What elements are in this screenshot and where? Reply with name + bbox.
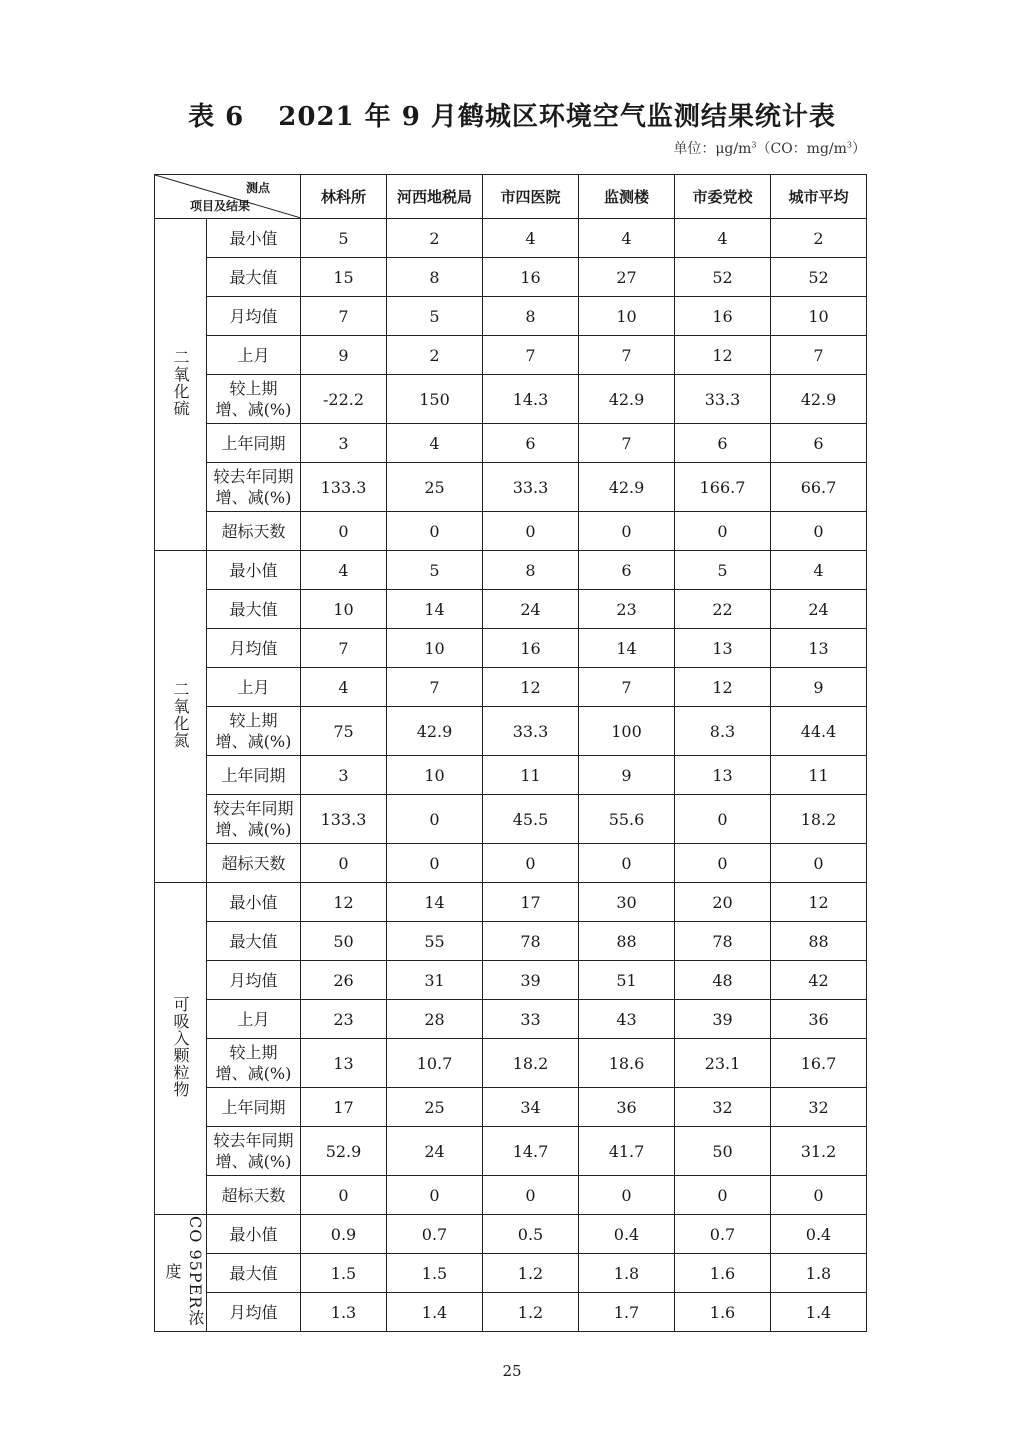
table-row — [155, 1293, 867, 1332]
value-cell: 12 — [675, 668, 771, 707]
value-cell: 18.2 — [771, 795, 867, 844]
value-cell: 6 — [675, 424, 771, 463]
value-cell: 12 — [771, 883, 867, 922]
unit-prefix: 单位：μg/m — [673, 141, 752, 157]
title-text: 2021 年 9 月鹤城区环境空气监测结果统计表 — [278, 102, 836, 132]
value-cell: 0 — [301, 512, 387, 551]
value-cell: 24 — [483, 590, 579, 629]
value-cell: 6 — [579, 551, 675, 590]
value-cell: 0 — [675, 512, 771, 551]
value-cell: 150 — [387, 375, 483, 424]
table-row — [155, 961, 867, 1000]
item-label: 最小值 — [207, 219, 301, 258]
value-cell: 5 — [387, 297, 483, 336]
table-row — [155, 297, 867, 336]
value-cell: 20 — [675, 883, 771, 922]
table-row — [155, 1254, 867, 1293]
value-cell: 100 — [579, 707, 675, 756]
table-row — [155, 1088, 867, 1127]
value-cell: 39 — [675, 1000, 771, 1039]
item-label: 最大值 — [207, 922, 301, 961]
item-label: 月均值 — [207, 297, 301, 336]
table-row — [155, 219, 867, 258]
column-header: 城市平均 — [771, 175, 867, 219]
column-header: 河西地税局 — [387, 175, 483, 219]
value-cell: 0 — [301, 844, 387, 883]
value-cell: 0 — [483, 1176, 579, 1215]
value-cell: 1.7 — [579, 1293, 675, 1332]
table-row — [155, 424, 867, 463]
group-label-cell — [155, 551, 207, 883]
value-cell: 9 — [579, 756, 675, 795]
table-row — [155, 512, 867, 551]
unit-note — [673, 138, 866, 158]
unit-sup-1: 3 — [751, 140, 757, 150]
value-cell: 0 — [675, 844, 771, 883]
value-cell: 16.7 — [771, 1039, 867, 1088]
table-row — [155, 1215, 867, 1254]
group-label: 可吸入颗粒物 — [171, 995, 190, 1098]
value-cell: 4 — [579, 219, 675, 258]
value-cell: 10 — [387, 629, 483, 668]
value-cell: 14.7 — [483, 1127, 579, 1176]
table-row — [155, 883, 867, 922]
value-cell: 13 — [675, 756, 771, 795]
column-header: 监测楼 — [579, 175, 675, 219]
value-cell: 133.3 — [301, 795, 387, 844]
value-cell: 17 — [483, 883, 579, 922]
value-cell: 42.9 — [579, 463, 675, 512]
value-cell: 0 — [483, 512, 579, 551]
value-cell: 55 — [387, 922, 483, 961]
value-cell: 42.9 — [771, 375, 867, 424]
item-label: 最大值 — [207, 590, 301, 629]
value-cell: 4 — [301, 551, 387, 590]
value-cell: 23 — [301, 1000, 387, 1039]
item-label: 上月 — [207, 1000, 301, 1039]
corner-header — [155, 175, 301, 219]
value-cell: 13 — [675, 629, 771, 668]
value-cell: 0 — [387, 844, 483, 883]
value-cell: 34 — [483, 1088, 579, 1127]
value-cell: 12 — [483, 668, 579, 707]
value-cell: 4 — [675, 219, 771, 258]
value-cell: 133.3 — [301, 463, 387, 512]
value-cell: 0 — [771, 512, 867, 551]
value-cell: 42.9 — [579, 375, 675, 424]
value-cell: 18.2 — [483, 1039, 579, 1088]
value-cell: 7 — [579, 668, 675, 707]
value-cell: 2 — [771, 219, 867, 258]
value-cell: 1.3 — [301, 1293, 387, 1332]
value-cell: 0.5 — [483, 1215, 579, 1254]
unit-mid: （CO：mg/m — [756, 141, 847, 157]
value-cell: 0 — [579, 512, 675, 551]
value-cell: 66.7 — [771, 463, 867, 512]
table-title — [0, 96, 1024, 133]
value-cell: 44.4 — [771, 707, 867, 756]
value-cell: 8.3 — [675, 707, 771, 756]
value-cell: 0 — [387, 512, 483, 551]
value-cell: 88 — [579, 922, 675, 961]
value-cell: 52 — [771, 258, 867, 297]
item-label: 最大值 — [207, 1254, 301, 1293]
value-cell: 0 — [579, 1176, 675, 1215]
value-cell: 23.1 — [675, 1039, 771, 1088]
value-cell: 52 — [675, 258, 771, 297]
corner-bottom-label: 项目及结果 — [190, 199, 251, 213]
value-cell: 0 — [387, 795, 483, 844]
value-cell: 50 — [675, 1127, 771, 1176]
value-cell: 0 — [675, 1176, 771, 1215]
column-header: 林科所 — [301, 175, 387, 219]
value-cell: 30 — [579, 883, 675, 922]
value-cell: 0 — [771, 1176, 867, 1215]
value-cell: 0 — [301, 1176, 387, 1215]
value-cell: 4 — [301, 668, 387, 707]
item-label: 月均值 — [207, 1293, 301, 1332]
value-cell: 4 — [387, 424, 483, 463]
value-cell: 3 — [301, 424, 387, 463]
value-cell: 18.6 — [579, 1039, 675, 1088]
value-cell: 7 — [579, 424, 675, 463]
value-cell: 31 — [387, 961, 483, 1000]
value-cell: 78 — [483, 922, 579, 961]
value-cell: 10 — [771, 297, 867, 336]
table-row — [155, 1127, 867, 1176]
value-cell: 75 — [301, 707, 387, 756]
item-label: 上月 — [207, 668, 301, 707]
value-cell: 1.8 — [771, 1254, 867, 1293]
table-label: 表 6 — [188, 102, 245, 132]
value-cell: 10.7 — [387, 1039, 483, 1088]
monitoring-table — [154, 174, 867, 1332]
table-row — [155, 922, 867, 961]
value-cell: 48 — [675, 961, 771, 1000]
item-label: 超标天数 — [207, 1176, 301, 1215]
value-cell: 14.3 — [483, 375, 579, 424]
value-cell: 27 — [579, 258, 675, 297]
corner-top-label: 测点 — [245, 181, 270, 195]
value-cell: 16 — [675, 297, 771, 336]
value-cell: 33.3 — [483, 463, 579, 512]
value-cell: 10 — [387, 756, 483, 795]
value-cell: 31.2 — [771, 1127, 867, 1176]
item-label: 最小值 — [207, 883, 301, 922]
item-label: 较去年同期 增、减(%) — [207, 463, 301, 512]
value-cell: 25 — [387, 463, 483, 512]
item-label: 较上期 增、减(%) — [207, 1039, 301, 1088]
table-row — [155, 629, 867, 668]
item-label: 上年同期 — [207, 756, 301, 795]
value-cell: 0.7 — [387, 1215, 483, 1254]
value-cell: 33.3 — [675, 375, 771, 424]
value-cell: 43 — [579, 1000, 675, 1039]
value-cell: 7 — [387, 668, 483, 707]
value-cell: 13 — [301, 1039, 387, 1088]
table-row — [155, 336, 867, 375]
value-cell: 42 — [771, 961, 867, 1000]
value-cell: 7 — [771, 336, 867, 375]
value-cell: 14 — [579, 629, 675, 668]
value-cell: 16 — [483, 258, 579, 297]
group-label: 二氧化氮 — [171, 680, 190, 749]
value-cell: 36 — [771, 1000, 867, 1039]
page-number: 25 — [502, 1362, 522, 1380]
table-body — [155, 219, 867, 1332]
table-row — [155, 668, 867, 707]
value-cell: 9 — [771, 668, 867, 707]
value-cell: 25 — [387, 1088, 483, 1127]
value-cell: 1.2 — [483, 1254, 579, 1293]
value-cell: 33.3 — [483, 707, 579, 756]
item-label: 超标天数 — [207, 512, 301, 551]
table-row — [155, 1000, 867, 1039]
item-label: 月均值 — [207, 629, 301, 668]
value-cell: 0.9 — [301, 1215, 387, 1254]
table-row — [155, 1176, 867, 1215]
item-label: 较去年同期 增、减(%) — [207, 1127, 301, 1176]
value-cell: 7 — [579, 336, 675, 375]
value-cell: 15 — [301, 258, 387, 297]
value-cell: 1.6 — [675, 1254, 771, 1293]
value-cell: 8 — [483, 297, 579, 336]
value-cell: 0.4 — [579, 1215, 675, 1254]
value-cell: 32 — [675, 1088, 771, 1127]
value-cell: 6 — [483, 424, 579, 463]
value-cell: 13 — [771, 629, 867, 668]
value-cell: 10 — [301, 590, 387, 629]
value-cell: 45.5 — [483, 795, 579, 844]
value-cell: 5 — [301, 219, 387, 258]
value-cell: 12 — [675, 336, 771, 375]
table-row — [155, 707, 867, 756]
group-label-cell — [155, 883, 207, 1215]
item-label: 上月 — [207, 336, 301, 375]
value-cell: 88 — [771, 922, 867, 961]
value-cell: -22.2 — [301, 375, 387, 424]
value-cell: 11 — [483, 756, 579, 795]
item-label: 较上期 增、减(%) — [207, 375, 301, 424]
value-cell: 4 — [483, 219, 579, 258]
value-cell: 1.6 — [675, 1293, 771, 1332]
table-row — [155, 551, 867, 590]
value-cell: 28 — [387, 1000, 483, 1039]
unit-sup-2: 3 — [846, 140, 852, 150]
value-cell: 14 — [387, 590, 483, 629]
item-label: 较去年同期 增、减(%) — [207, 795, 301, 844]
value-cell: 52.9 — [301, 1127, 387, 1176]
value-cell: 24 — [771, 590, 867, 629]
value-cell: 0 — [675, 795, 771, 844]
item-label: 最大值 — [207, 258, 301, 297]
item-label: 较上期 增、减(%) — [207, 707, 301, 756]
value-cell: 166.7 — [675, 463, 771, 512]
value-cell: 51 — [579, 961, 675, 1000]
value-cell: 7 — [301, 297, 387, 336]
value-cell: 24 — [387, 1127, 483, 1176]
value-cell: 1.4 — [387, 1293, 483, 1332]
group-label-cell — [155, 219, 207, 551]
value-cell: 1.4 — [771, 1293, 867, 1332]
value-cell: 5 — [387, 551, 483, 590]
value-cell: 8 — [387, 258, 483, 297]
value-cell: 41.7 — [579, 1127, 675, 1176]
table-row — [155, 463, 867, 512]
value-cell: 7 — [301, 629, 387, 668]
value-cell: 9 — [301, 336, 387, 375]
value-cell: 0 — [771, 844, 867, 883]
value-cell: 26 — [301, 961, 387, 1000]
value-cell: 0.4 — [771, 1215, 867, 1254]
unit-suffix: ） — [852, 141, 866, 157]
value-cell: 55.6 — [579, 795, 675, 844]
value-cell: 0.7 — [675, 1215, 771, 1254]
value-cell: 4 — [771, 551, 867, 590]
item-label: 超标天数 — [207, 844, 301, 883]
table-row — [155, 258, 867, 297]
value-cell: 10 — [579, 297, 675, 336]
item-label: 最小值 — [207, 551, 301, 590]
value-cell: 1.2 — [483, 1293, 579, 1332]
item-label: 上年同期 — [207, 1088, 301, 1127]
table-row — [155, 1039, 867, 1088]
value-cell: 39 — [483, 961, 579, 1000]
value-cell: 1.8 — [579, 1254, 675, 1293]
table-row — [155, 756, 867, 795]
group-label: 二氧化硫 — [171, 348, 190, 417]
value-cell: 14 — [387, 883, 483, 922]
value-cell: 11 — [771, 756, 867, 795]
item-label: 最小值 — [207, 1215, 301, 1254]
value-cell: 78 — [675, 922, 771, 961]
value-cell: 6 — [771, 424, 867, 463]
table-row — [155, 375, 867, 424]
value-cell: 8 — [483, 551, 579, 590]
value-cell: 2 — [387, 219, 483, 258]
value-cell: 16 — [483, 629, 579, 668]
value-cell: 5 — [675, 551, 771, 590]
value-cell: 23 — [579, 590, 675, 629]
value-cell: 42.9 — [387, 707, 483, 756]
group-label: CO 95PER浓度 — [163, 1215, 205, 1327]
value-cell: 3 — [301, 756, 387, 795]
value-cell: 0 — [483, 844, 579, 883]
column-header: 市四医院 — [483, 175, 579, 219]
value-cell: 22 — [675, 590, 771, 629]
value-cell: 50 — [301, 922, 387, 961]
value-cell: 32 — [771, 1088, 867, 1127]
value-cell: 33 — [483, 1000, 579, 1039]
item-label: 上年同期 — [207, 424, 301, 463]
table-row — [155, 795, 867, 844]
table-row — [155, 590, 867, 629]
item-label: 月均值 — [207, 961, 301, 1000]
column-header: 市委党校 — [675, 175, 771, 219]
value-cell: 17 — [301, 1088, 387, 1127]
table-row — [155, 844, 867, 883]
value-cell: 36 — [579, 1088, 675, 1127]
value-cell: 7 — [483, 336, 579, 375]
group-label-cell — [155, 1215, 207, 1332]
value-cell: 0 — [387, 1176, 483, 1215]
value-cell: 0 — [579, 844, 675, 883]
value-cell: 1.5 — [301, 1254, 387, 1293]
value-cell: 12 — [301, 883, 387, 922]
value-cell: 2 — [387, 336, 483, 375]
value-cell: 1.5 — [387, 1254, 483, 1293]
